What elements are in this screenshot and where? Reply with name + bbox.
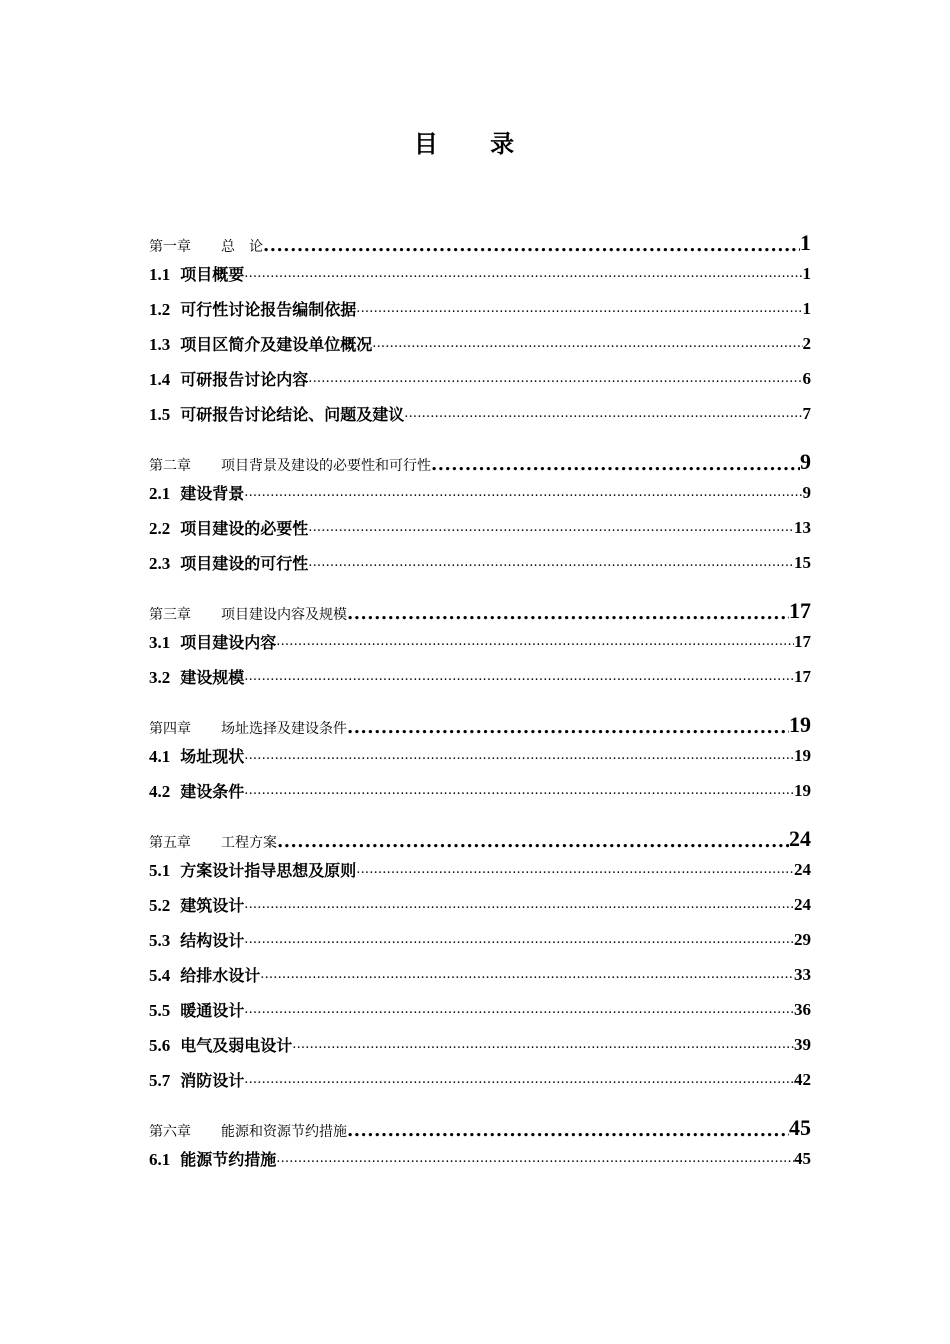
chapter-number: 第五章 xyxy=(149,835,191,851)
page-number: 19 xyxy=(789,712,811,737)
section-number: 1.4 xyxy=(149,370,171,389)
toc-entry-label xyxy=(149,893,244,916)
toc-section-entry[interactable] xyxy=(149,992,811,1027)
dot-leader xyxy=(277,831,789,852)
dot-leader xyxy=(244,748,794,763)
section-title: 项目概要 xyxy=(180,265,245,284)
toc-entry-label xyxy=(149,297,356,320)
chapter-number: 第三章 xyxy=(149,607,191,623)
toc-entry-label xyxy=(149,1121,347,1141)
section-number: 1.3 xyxy=(149,335,171,354)
dot-leader xyxy=(347,603,789,624)
section-number: 1.1 xyxy=(149,265,171,284)
toc-entry-label xyxy=(149,858,356,881)
toc-entry-label xyxy=(149,236,263,256)
dot-leader xyxy=(347,717,789,738)
toc-entry-label xyxy=(149,551,308,574)
section-number: 5.2 xyxy=(149,896,171,915)
toc-chapter-entry[interactable] xyxy=(149,808,811,852)
section-title: 能源节约措施 xyxy=(180,1150,277,1169)
toc-entry-label xyxy=(149,1147,276,1170)
section-title: 可研报告讨论结论、问题及建议 xyxy=(180,405,405,424)
toc-entry-label xyxy=(149,744,244,767)
toc-entry-label xyxy=(149,455,431,475)
toc-entry-label xyxy=(149,998,244,1021)
section-number: 5.5 xyxy=(149,1001,171,1020)
toc-chapter-entry[interactable] xyxy=(149,580,811,624)
section-title: 建筑设计 xyxy=(180,896,245,915)
toc-section-entry[interactable] xyxy=(149,1027,811,1062)
dot-leader xyxy=(356,301,802,316)
toc-section-entry[interactable] xyxy=(149,852,811,887)
chapter-number: 第六章 xyxy=(149,1124,191,1140)
page-number: 17 xyxy=(794,666,811,686)
toc-chapter-entry[interactable] xyxy=(149,694,811,738)
page-number: 42 xyxy=(794,1069,811,1089)
page-number: 24 xyxy=(794,894,811,914)
dot-leader xyxy=(356,862,794,877)
dot-leader xyxy=(244,783,794,798)
page-number: 2 xyxy=(802,333,811,353)
toc-section-entry[interactable] xyxy=(149,396,811,431)
dot-leader xyxy=(260,967,794,982)
toc-entry-label xyxy=(149,516,308,539)
toc-entry-label xyxy=(149,1033,292,1056)
chapter-title: 能源和资源节约措施 xyxy=(221,1124,347,1140)
section-title: 方案设计指导思想及原则 xyxy=(180,861,357,880)
page-number: 7 xyxy=(802,403,811,423)
section-title: 项目区简介及建设单位概况 xyxy=(180,335,373,354)
toc-chapter-entry[interactable] xyxy=(149,431,811,475)
section-title: 建设背景 xyxy=(180,484,245,503)
toc-section-entry[interactable] xyxy=(149,922,811,957)
toc-section-entry[interactable] xyxy=(149,659,811,694)
section-number: 1.5 xyxy=(149,405,171,424)
dot-leader xyxy=(308,371,802,386)
toc-entry-label xyxy=(149,630,276,653)
toc-section-entry[interactable] xyxy=(149,887,811,922)
section-title: 建设规模 xyxy=(180,668,245,687)
dot-leader xyxy=(404,406,802,421)
page-number: 45 xyxy=(794,1148,811,1168)
page-number: 9 xyxy=(800,449,811,474)
page-number: 17 xyxy=(794,631,811,651)
dot-leader xyxy=(244,266,802,281)
toc-entry-label xyxy=(149,832,277,852)
chapter-title: 项目建设内容及规模 xyxy=(221,607,347,623)
section-number: 2.3 xyxy=(149,554,171,573)
toc-section-entry[interactable] xyxy=(149,361,811,396)
toc-entry-label xyxy=(149,779,244,802)
section-number: 4.1 xyxy=(149,747,171,766)
page-number: 9 xyxy=(802,482,811,502)
page-number: 1 xyxy=(800,230,811,255)
dot-leader xyxy=(244,1072,794,1087)
chapter-number: 第一章 xyxy=(149,239,191,255)
toc-section-entry[interactable] xyxy=(149,773,811,808)
page-title: 目 录 xyxy=(413,130,537,158)
page-number: 13 xyxy=(794,517,811,537)
dot-leader xyxy=(244,485,802,500)
section-number: 5.3 xyxy=(149,931,171,950)
section-number: 6.1 xyxy=(149,1150,171,1169)
toc-entry-label xyxy=(149,718,347,738)
toc-entry-label xyxy=(149,402,404,425)
page-number: 1 xyxy=(802,298,811,318)
section-title: 电气及弱电设计 xyxy=(180,1036,293,1055)
section-number: 3.2 xyxy=(149,668,171,687)
page-number: 15 xyxy=(794,552,811,572)
toc-section-entry[interactable] xyxy=(149,738,811,773)
section-title: 项目建设的必要性 xyxy=(180,519,309,538)
dot-leader xyxy=(276,634,794,649)
table-of-contents xyxy=(149,212,811,1176)
toc-entry-label xyxy=(149,963,260,986)
section-number: 5.7 xyxy=(149,1071,171,1090)
section-number: 3.1 xyxy=(149,633,171,652)
dot-leader xyxy=(308,555,794,570)
toc-section-entry[interactable] xyxy=(149,510,811,545)
page-number: 33 xyxy=(794,964,811,984)
section-number: 5.1 xyxy=(149,861,171,880)
dot-leader xyxy=(244,897,794,912)
page-number: 19 xyxy=(794,745,811,765)
toc-chapter-entry[interactable] xyxy=(149,212,811,256)
toc-section-entry[interactable] xyxy=(149,291,811,326)
section-title: 项目建设内容 xyxy=(180,633,277,652)
section-number: 4.2 xyxy=(149,782,171,801)
chapter-number: 第四章 xyxy=(149,721,191,737)
toc-entry-label xyxy=(149,367,308,390)
chapter-title: 项目背景及建设的必要性和可行性 xyxy=(221,458,431,474)
section-number: 5.6 xyxy=(149,1036,171,1055)
toc-entry-label xyxy=(149,928,244,951)
toc-chapter-entry[interactable] xyxy=(149,1097,811,1141)
section-title: 场址现状 xyxy=(180,747,245,766)
page-number: 29 xyxy=(794,929,811,949)
toc-entry-label xyxy=(149,481,244,504)
section-title: 暖通设计 xyxy=(180,1001,245,1020)
dot-leader xyxy=(244,1002,794,1017)
toc-section-entry[interactable] xyxy=(149,475,811,510)
dot-leader xyxy=(263,235,800,256)
page-number: 24 xyxy=(794,859,811,879)
page-number: 17 xyxy=(789,598,811,623)
chapter-title: 场址选择及建设条件 xyxy=(221,721,347,737)
dot-leader xyxy=(244,932,794,947)
page-number: 39 xyxy=(794,1034,811,1054)
chapter-number: 第二章 xyxy=(149,458,191,474)
dot-leader xyxy=(308,520,794,535)
dot-leader xyxy=(372,336,802,351)
page-number: 6 xyxy=(802,368,811,388)
toc-section-entry[interactable] xyxy=(149,326,811,361)
page-number: 45 xyxy=(789,1115,811,1140)
toc-entry-label xyxy=(149,604,347,624)
page-number: 36 xyxy=(794,999,811,1019)
toc-entry-label xyxy=(149,262,244,285)
toc-entry-label xyxy=(149,665,244,688)
section-number: 2.1 xyxy=(149,484,171,503)
section-title: 建设条件 xyxy=(180,782,245,801)
dot-leader xyxy=(347,1120,789,1141)
page-number: 19 xyxy=(794,780,811,800)
toc-section-entry[interactable] xyxy=(149,545,811,580)
chapter-title: 工程方案 xyxy=(221,835,277,851)
toc-section-entry[interactable] xyxy=(149,624,811,659)
section-title: 项目建设的可行性 xyxy=(180,554,309,573)
section-title: 给排水设计 xyxy=(180,966,261,985)
toc-section-entry[interactable] xyxy=(149,256,811,291)
section-title: 可行性讨论报告编制依据 xyxy=(180,300,357,319)
toc-section-entry[interactable] xyxy=(149,1062,811,1097)
chapter-title: 总 论 xyxy=(221,239,263,255)
section-number: 5.4 xyxy=(149,966,171,985)
dot-leader xyxy=(292,1037,794,1052)
section-number: 1.2 xyxy=(149,300,171,319)
page-number: 24 xyxy=(789,826,811,851)
dot-leader xyxy=(431,454,800,475)
dot-leader xyxy=(244,669,794,684)
page-number: 1 xyxy=(802,263,811,283)
toc-entry-label xyxy=(149,1068,244,1091)
section-title: 消防设计 xyxy=(180,1071,245,1090)
toc-section-entry[interactable] xyxy=(149,1141,811,1176)
section-title: 结构设计 xyxy=(180,931,245,950)
toc-section-entry[interactable] xyxy=(149,957,811,992)
section-number: 2.2 xyxy=(149,519,171,538)
section-title: 可研报告讨论内容 xyxy=(180,370,309,389)
dot-leader xyxy=(276,1151,794,1166)
toc-entry-label xyxy=(149,332,372,355)
